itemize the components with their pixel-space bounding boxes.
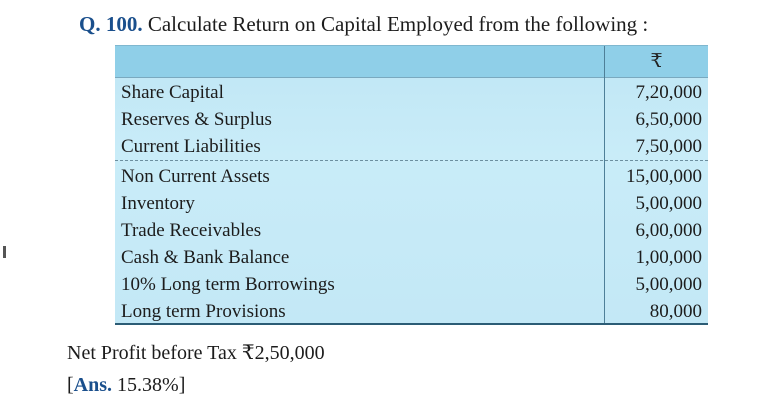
row-label: Non Current Assets [121,166,270,187]
row-label: Inventory [121,193,195,214]
table-row [115,79,708,106]
row-amount: 6,50,000 [635,109,702,130]
table-row [115,217,708,244]
row-amount: 15,00,000 [626,166,702,187]
row-label: Cash & Bank Balance [121,247,290,268]
row-amount: 6,00,000 [635,220,702,241]
question-number: Q. 100. [79,12,143,36]
row-amount: 1,00,000 [635,247,702,268]
table-row [115,298,708,325]
table-row [115,190,708,217]
question-text: Calculate Return on Capital Employed from the following : [147,12,649,36]
data-table [115,45,708,325]
table-row [115,244,708,271]
row-amount: 5,00,000 [635,193,702,214]
row-label: Current Liabilities [121,136,261,157]
row-label: Share Capital [121,82,224,103]
table-row [115,106,708,133]
row-label: 10% Long term Borrowings [121,274,335,295]
row-amount: 7,20,000 [635,82,702,103]
net-profit-note: Net Profit before Tax ₹2,50,000 [67,342,325,364]
answer-open-bracket: [ [67,374,74,396]
row-label: Long term Provisions [121,301,286,322]
answer-label: Ans. [73,374,113,396]
table-row [115,271,708,298]
table-row [115,163,708,190]
question-heading [79,11,648,37]
row-label: Reserves & Surplus [121,109,272,130]
table-row [115,133,708,160]
row-amount: 7,50,000 [635,136,702,157]
answer-value: 15.38%] [112,374,186,396]
margin-mark [3,246,6,258]
row-amount: 80,000 [649,301,702,322]
group-separator [115,160,708,161]
amount-column-header: ₹ [650,51,663,72]
row-label: Trade Receivables [121,220,262,241]
row-amount: 5,00,000 [635,274,702,295]
answer-line [67,372,185,398]
